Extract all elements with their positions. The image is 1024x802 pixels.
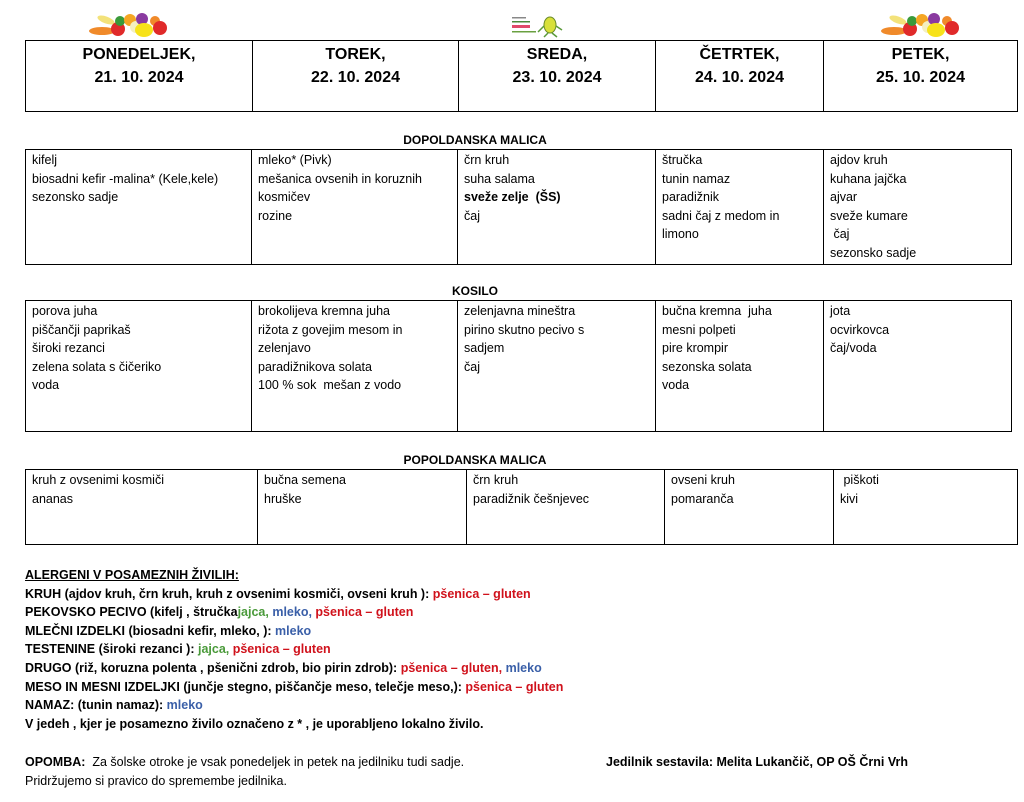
meal-cell	[656, 150, 824, 265]
meal-cell	[252, 301, 458, 432]
allergen-value: mleko	[275, 623, 312, 638]
allergen-value: pšenica – gluten	[232, 642, 331, 657]
day-name: PETEK,	[891, 46, 950, 63]
menu-item: sezonsko sadje	[830, 245, 917, 260]
menu-item: mešanica ovsenih in koruznih	[258, 171, 422, 186]
menu-author: Jedilnik sestavila: Melita Lukančič, OP OŠ Črni Vrh	[606, 755, 908, 769]
day-header-thursday	[656, 41, 824, 112]
menu-item: pomaranča	[671, 491, 734, 506]
meal-cell	[26, 470, 258, 545]
meal-cell	[834, 470, 1018, 545]
day-name: TOREK,	[325, 46, 386, 63]
allergen-line-meat	[25, 678, 563, 697]
menu-item: kruh z ovsenimi kosmiči	[32, 473, 164, 487]
menu-item: zelenjavna mineštra	[464, 304, 576, 318]
day-date: 22. 10. 2024	[311, 69, 400, 86]
menu-item: suha salama	[464, 171, 535, 186]
menu-item: čaj/voda	[830, 341, 877, 356]
day-header-tuesday	[253, 41, 459, 112]
menu-item: sezonska solata	[662, 359, 752, 374]
allergen-line-pastry	[25, 603, 563, 622]
allergens-block	[25, 566, 563, 733]
menu-item: ajdov kruh	[830, 153, 888, 167]
menu-item: mleko* (Pivk)	[258, 153, 332, 167]
menu-item: čaj	[464, 359, 480, 374]
menu-item: kivi	[840, 491, 859, 506]
day-date: 24. 10. 2024	[695, 69, 784, 86]
allergen-line-dairy	[25, 622, 563, 641]
day-header-friday	[824, 41, 1018, 112]
day-header-wednesday	[459, 41, 656, 112]
day-date: 21. 10. 2024	[94, 69, 184, 86]
menu-item: paradižnikova solata	[258, 359, 372, 374]
menu-item: ajvar	[830, 190, 858, 205]
allergen-value: pšenica – gluten	[315, 605, 414, 620]
note-text: Za šolske otroke je vsak ponedeljek in petek na jedilniku tudi sadje.	[85, 755, 465, 769]
menu-item-highlight: sveže zelje (ŠS)	[464, 190, 561, 205]
menu-item: sadni čaj z medom in	[662, 208, 780, 223]
allergen-line-pasta	[25, 640, 563, 659]
section-title-lunch: KOSILO	[451, 284, 498, 298]
allergen-value: jajca,	[197, 642, 233, 657]
meal-table-morning	[25, 149, 1012, 265]
menu-item: kosmičev	[258, 190, 311, 205]
allergen-label: KRUH (ajdov kruh, črn kruh, kruh z ovsenimi kosmiči, ovseni kruh ):	[25, 586, 433, 601]
fruit-basket-icon	[880, 12, 964, 38]
meal-cell	[252, 150, 458, 265]
day-name: PONEDELJEK,	[82, 46, 196, 63]
menu-item: voda	[662, 378, 690, 393]
menu-item: limono	[662, 227, 699, 242]
menu-item: črn kruh	[473, 473, 519, 487]
menu-item: črn kruh	[464, 153, 510, 167]
meal-cell	[824, 150, 1012, 265]
day-date: 25. 10. 2024	[876, 69, 965, 86]
allergen-value: pšenica – gluten	[465, 679, 564, 694]
section-title-afternoon: POPOLDANSKA MALICA	[403, 453, 547, 467]
menu-item: 100 % sok mešan z vodo	[258, 378, 402, 393]
allergen-line-bread	[25, 585, 563, 604]
day-header-monday	[26, 41, 253, 112]
menu-item: sveže kumare	[830, 208, 908, 223]
menu-item: čaj	[464, 208, 480, 223]
allergen-label: DRUGO (riž, koruzna polenta , pšenični zdrob, bio pirin zdrob):	[25, 660, 401, 675]
menu-item: široki rezanci	[32, 341, 105, 356]
allergen-value: pšenica – gluten	[432, 586, 531, 601]
menu-item: hruške	[264, 491, 302, 506]
note-label: OPOMBA:	[25, 755, 86, 769]
meal-cell	[26, 150, 252, 265]
fruit-basket-icon	[88, 12, 172, 38]
allergen-label: PEKOVSKO PECIVO (kifelj , štručka	[25, 605, 238, 620]
day-name: SREDA,	[526, 46, 588, 63]
menu-item: kuhana jajčka	[830, 171, 907, 186]
meal-cell	[467, 470, 665, 545]
allergen-value: mleko,	[272, 605, 316, 620]
menu-item: voda	[32, 378, 60, 393]
school-fruit-scheme-logo	[510, 14, 568, 38]
allergen-value: pšenica – gluten,	[400, 660, 506, 675]
allergen-value: mleko	[505, 660, 542, 675]
menu-item: tunin namaz	[662, 171, 731, 186]
menu-item: pirino skutno pecivo s	[464, 322, 585, 337]
meal-cell	[656, 301, 824, 432]
menu-item: sadjem	[464, 341, 505, 356]
allergen-line-other	[25, 659, 563, 678]
menu-item: porova juha	[32, 304, 98, 318]
allergen-value: jajca,	[237, 605, 273, 620]
meal-cell	[458, 150, 656, 265]
allergen-line-spread	[25, 696, 563, 715]
menu-item: zelenjavo	[258, 341, 311, 356]
menu-item: bučna semena	[264, 473, 347, 487]
menu-item: ocvirkovca	[830, 322, 890, 337]
meal-table-lunch	[25, 300, 1012, 432]
menu-item: brokolijeva kremna juha	[258, 304, 391, 318]
meal-cell	[458, 301, 656, 432]
menu-item: sezonsko sadje	[32, 190, 119, 205]
menu-item: rižota z govejim mesom in	[258, 322, 403, 337]
meal-table-afternoon	[25, 469, 1018, 545]
section-title-morning: DOPOLDANSKA MALICA	[403, 133, 547, 147]
meal-cell	[258, 470, 467, 545]
allergen-value: mleko	[166, 698, 203, 713]
menu-item: mesni polpeti	[662, 322, 736, 337]
days-header-table	[25, 40, 1018, 112]
meal-cell	[824, 301, 1012, 432]
menu-item: piškoti	[840, 473, 879, 487]
menu-item: zelena solata s čičeriko	[32, 359, 162, 374]
menu-item: bučna kremna juha	[662, 304, 772, 318]
footer-note-line2: Pridržujemo si pravico do spremembe jedilnika.	[25, 774, 287, 788]
menu-item: paradižnik	[662, 190, 719, 205]
meal-cell	[665, 470, 834, 545]
allergens-heading: ALERGENI V POSAMEZNIH ŽIVILIH:	[25, 568, 239, 582]
menu-item: pire krompir	[662, 341, 728, 356]
day-date: 23. 10. 2024	[512, 69, 602, 86]
menu-item: paradižnik češnjevec	[473, 491, 590, 506]
footer-note	[25, 753, 464, 772]
menu-item: ovseni kruh	[671, 473, 735, 487]
menu-item: piščančji paprikaš	[32, 322, 131, 337]
allergen-label: MESO IN MESNI IZDELJKI (junčje stegno, piščančje meso, telečje meso,):	[25, 679, 466, 694]
menu-item: biosadni kefir -malina* (Kele,kele)	[32, 171, 219, 186]
menu-item: jota	[830, 304, 851, 318]
menu-item: čaj	[830, 227, 850, 242]
day-name: ČETRTEK,	[699, 46, 780, 63]
meal-cell	[26, 301, 252, 432]
menu-item: štručka	[662, 153, 703, 167]
menu-item: kifelj	[32, 153, 58, 167]
allergen-label: MLEČNI IZDELKI (biosadni kefir, mleko, ):	[25, 623, 276, 638]
allergen-label: TESTENINE (široki rezanci ):	[25, 642, 198, 657]
menu-item: rozine	[258, 208, 293, 223]
menu-item: ananas	[32, 491, 74, 506]
allergen-label: NAMAZ: (tunin namaz):	[25, 698, 167, 713]
local-food-note: V jedeh , kjer je posamezno živilo označeno z * , je uporabljeno lokalno živilo.	[25, 716, 484, 731]
